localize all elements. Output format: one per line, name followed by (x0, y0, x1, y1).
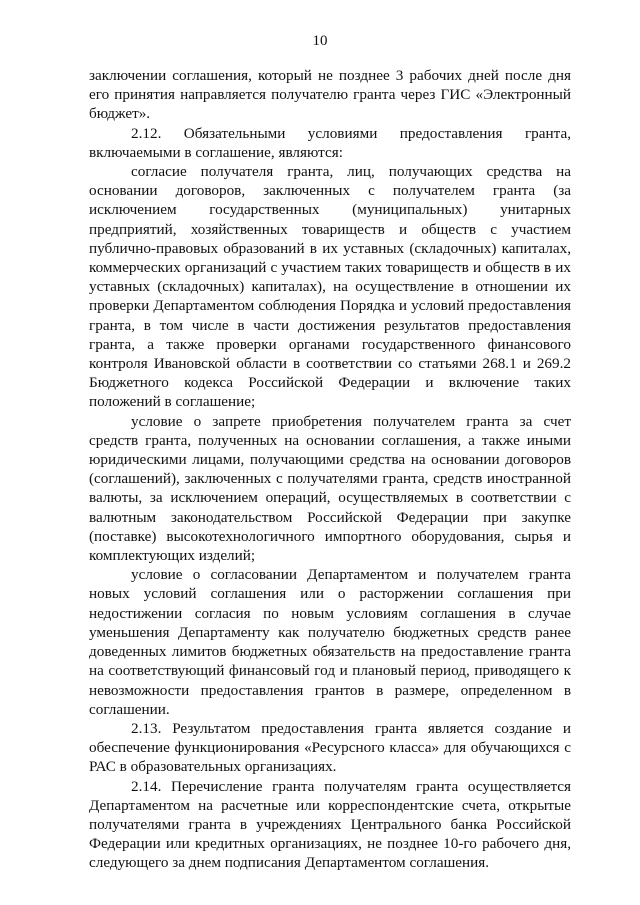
paragraph-condition-renegotiation: условие о согласовании Департаментом и получателем гранта новых условий соглашения или о расторжении соглашения при недостижении согласия по новым условиям соглашения в случае уменьшения Департаменту как получателю бюджетных средств ранее доведенных лимитов бюджетных обязательств на предоставление гранта на соответствующий финансовый год и плановый период, приводящего к невозможности предоставления грантов в размере, определенном в соглашении. (89, 566, 571, 718)
paragraph-clause-2-13: 2.13. Результатом предоставления гранта является создание и обеспечение функционирования «Ресурсного класса» для обучающихся с РАС в образовательных организациях. (89, 719, 571, 776)
page-number: 10 (312, 33, 328, 49)
paragraph-clause-2-12: 2.12. Обязательными условиями предоставления гранта, включаемыми в соглашение, являются: (89, 124, 571, 161)
paragraph-continuation: заключении соглашения, который не позднее 3 рабочих дней после дня его принятия направляется получателю гранта через ГИС «Электронный бюджет». (89, 67, 571, 123)
paragraph-condition-consent: согласие получателя гранта, лиц, получающих средства на основании договоров, заключенных с получателем гранта (за исключением государственных (муниципальных) унитарных предприятий, хозяйственных товариществ и обществ с участием публично-правовых образований в их уставных (складочных) капиталах, коммерческих организаций с участием таких товариществ и обществ в их уставных (складочных) капиталах), на осуществление в отношении их проверки Департаментом соблюдения Порядка и условий предоставления гранта, в том числе в части достижения результатов предоставления гранта, а также проверки органами государственного финансового контроля Ивановской области в соответствии со статьями 268.1 и 269.2 Бюджетного кодекса Российской Федерации и включение таких положений в соглашение; (89, 163, 571, 411)
document-body (89, 66, 571, 873)
paragraph-clause-2-14: 2.14. Перечисление гранта получателям гранта осуществляется Департаментом на расчетные или корреспондентские счета, открытые получателями гранта в учреждениях Центрального банка Российской Федерации или кредитных организациях, не позднее 10-го рабочего дня, следующего за днем подписания Департаментом соглашения. (89, 777, 571, 872)
paragraph-condition-currency-ban: условие о запрете приобретения получателем гранта за счет средств гранта, полученных на основании соглашения, а также иными юридическими лицами, получающими средства на основании договоров (соглашений), заключенных с получателями гранта, средств иностранной валюты, за исключением операций, осуществляемых в соответствии с валютным законодательством Российской Федерации при закупке (поставке) высокотехнологичного импортного оборудования, сырья и комплектующих изделий; (89, 412, 571, 565)
